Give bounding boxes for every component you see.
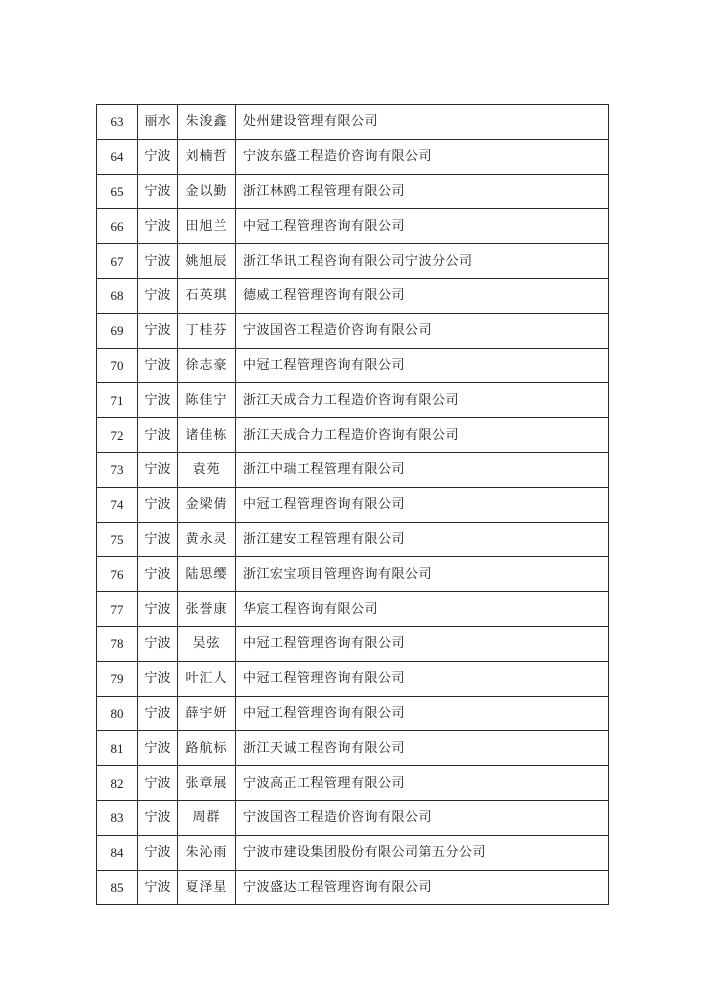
table-row — [97, 313, 609, 348]
person-name-cell: 朱浚鑫 — [178, 105, 236, 140]
company-cell: 中冠工程管理咨询有限公司 — [236, 487, 609, 522]
company-cell: 浙江中瑞工程管理有限公司 — [236, 452, 609, 487]
city-cell: 丽水 — [138, 105, 178, 140]
company-cell: 中冠工程管理咨询有限公司 — [236, 696, 609, 731]
person-name-cell: 张章展 — [178, 766, 236, 801]
table-row — [97, 278, 609, 313]
person-name-cell: 石英琪 — [178, 278, 236, 313]
table-row — [97, 557, 609, 592]
person-name-cell: 路航标 — [178, 731, 236, 766]
table-row — [97, 139, 609, 174]
row-number: 69 — [97, 313, 138, 348]
city-cell: 宁波 — [138, 348, 178, 383]
table-row — [97, 174, 609, 209]
table-row — [97, 418, 609, 453]
row-number: 80 — [97, 696, 138, 731]
city-cell: 宁波 — [138, 244, 178, 279]
person-name-cell: 夏泽星 — [178, 870, 236, 905]
city-cell: 宁波 — [138, 383, 178, 418]
company-cell: 宁波国咨工程造价咨询有限公司 — [236, 800, 609, 835]
table-row — [97, 696, 609, 731]
city-cell: 宁波 — [138, 139, 178, 174]
row-number: 82 — [97, 766, 138, 801]
row-number: 79 — [97, 661, 138, 696]
row-number: 71 — [97, 383, 138, 418]
person-name-cell: 吴弦 — [178, 626, 236, 661]
city-cell: 宁波 — [138, 278, 178, 313]
person-name-cell: 朱沁雨 — [178, 835, 236, 870]
person-name-cell: 黄永灵 — [178, 522, 236, 557]
city-cell: 宁波 — [138, 592, 178, 627]
company-cell: 中冠工程管理咨询有限公司 — [236, 348, 609, 383]
city-cell: 宁波 — [138, 661, 178, 696]
city-cell: 宁波 — [138, 731, 178, 766]
person-name-cell: 金以勤 — [178, 174, 236, 209]
table-row — [97, 105, 609, 140]
row-number: 67 — [97, 244, 138, 279]
person-name-cell: 金梁倩 — [178, 487, 236, 522]
person-name-cell: 田旭兰 — [178, 209, 236, 244]
row-number: 83 — [97, 800, 138, 835]
row-number: 81 — [97, 731, 138, 766]
table-row — [97, 800, 609, 835]
row-number: 73 — [97, 452, 138, 487]
table-row — [97, 348, 609, 383]
row-number: 85 — [97, 870, 138, 905]
table-row — [97, 766, 609, 801]
row-number: 78 — [97, 626, 138, 661]
person-name-cell: 陆思缨 — [178, 557, 236, 592]
city-cell: 宁波 — [138, 174, 178, 209]
company-cell: 宁波东盛工程造价咨询有限公司 — [236, 139, 609, 174]
table-row — [97, 487, 609, 522]
company-cell: 宁波市建设集团股份有限公司第五分公司 — [236, 835, 609, 870]
row-number: 75 — [97, 522, 138, 557]
person-name-cell: 薛宇妍 — [178, 696, 236, 731]
city-cell: 宁波 — [138, 522, 178, 557]
company-cell: 浙江林鸥工程管理有限公司 — [236, 174, 609, 209]
company-cell: 浙江天成合力工程造价咨询有限公司 — [236, 418, 609, 453]
city-cell: 宁波 — [138, 766, 178, 801]
city-cell: 宁波 — [138, 452, 178, 487]
city-cell: 宁波 — [138, 870, 178, 905]
person-name-cell: 徐志豪 — [178, 348, 236, 383]
city-cell: 宁波 — [138, 557, 178, 592]
table-row — [97, 209, 609, 244]
table-row — [97, 835, 609, 870]
city-cell: 宁波 — [138, 487, 178, 522]
row-number: 72 — [97, 418, 138, 453]
company-cell: 宁波国咨工程造价咨询有限公司 — [236, 313, 609, 348]
company-cell: 宁波盛达工程管理咨询有限公司 — [236, 870, 609, 905]
roster-table — [96, 104, 609, 905]
company-cell: 德威工程管理咨询有限公司 — [236, 278, 609, 313]
table-row — [97, 661, 609, 696]
row-number: 66 — [97, 209, 138, 244]
city-cell: 宁波 — [138, 209, 178, 244]
city-cell: 宁波 — [138, 313, 178, 348]
person-name-cell: 诸佳栋 — [178, 418, 236, 453]
person-name-cell: 刘楠哲 — [178, 139, 236, 174]
company-cell: 中冠工程管理咨询有限公司 — [236, 209, 609, 244]
city-cell: 宁波 — [138, 800, 178, 835]
company-cell: 中冠工程管理咨询有限公司 — [236, 661, 609, 696]
person-name-cell: 叶汇人 — [178, 661, 236, 696]
table-row — [97, 731, 609, 766]
row-number: 70 — [97, 348, 138, 383]
company-cell: 浙江天诚工程咨询有限公司 — [236, 731, 609, 766]
row-number: 64 — [97, 139, 138, 174]
roster-table-body — [97, 105, 609, 905]
company-cell: 浙江华讯工程咨询有限公司宁波分公司 — [236, 244, 609, 279]
person-name-cell: 丁桂芬 — [178, 313, 236, 348]
city-cell: 宁波 — [138, 835, 178, 870]
row-number: 63 — [97, 105, 138, 140]
row-number: 77 — [97, 592, 138, 627]
person-name-cell: 周群 — [178, 800, 236, 835]
city-cell: 宁波 — [138, 626, 178, 661]
city-cell: 宁波 — [138, 418, 178, 453]
person-name-cell: 袁苑 — [178, 452, 236, 487]
row-number: 68 — [97, 278, 138, 313]
row-number: 65 — [97, 174, 138, 209]
company-cell: 华宸工程咨询有限公司 — [236, 592, 609, 627]
table-row — [97, 244, 609, 279]
company-cell: 宁波高正工程管理有限公司 — [236, 766, 609, 801]
table-row — [97, 452, 609, 487]
table-row — [97, 870, 609, 905]
company-cell: 浙江天成合力工程造价咨询有限公司 — [236, 383, 609, 418]
person-name-cell: 陈佳宁 — [178, 383, 236, 418]
city-cell: 宁波 — [138, 696, 178, 731]
table-row — [97, 522, 609, 557]
table-row — [97, 592, 609, 627]
row-number: 76 — [97, 557, 138, 592]
company-cell: 处州建设管理有限公司 — [236, 105, 609, 140]
company-cell: 中冠工程管理咨询有限公司 — [236, 626, 609, 661]
company-cell: 浙江宏宝项目管理咨询有限公司 — [236, 557, 609, 592]
person-name-cell: 姚旭辰 — [178, 244, 236, 279]
company-cell: 浙江建安工程管理有限公司 — [236, 522, 609, 557]
person-name-cell: 张誉康 — [178, 592, 236, 627]
table-row — [97, 383, 609, 418]
table-row — [97, 626, 609, 661]
row-number: 84 — [97, 835, 138, 870]
row-number: 74 — [97, 487, 138, 522]
